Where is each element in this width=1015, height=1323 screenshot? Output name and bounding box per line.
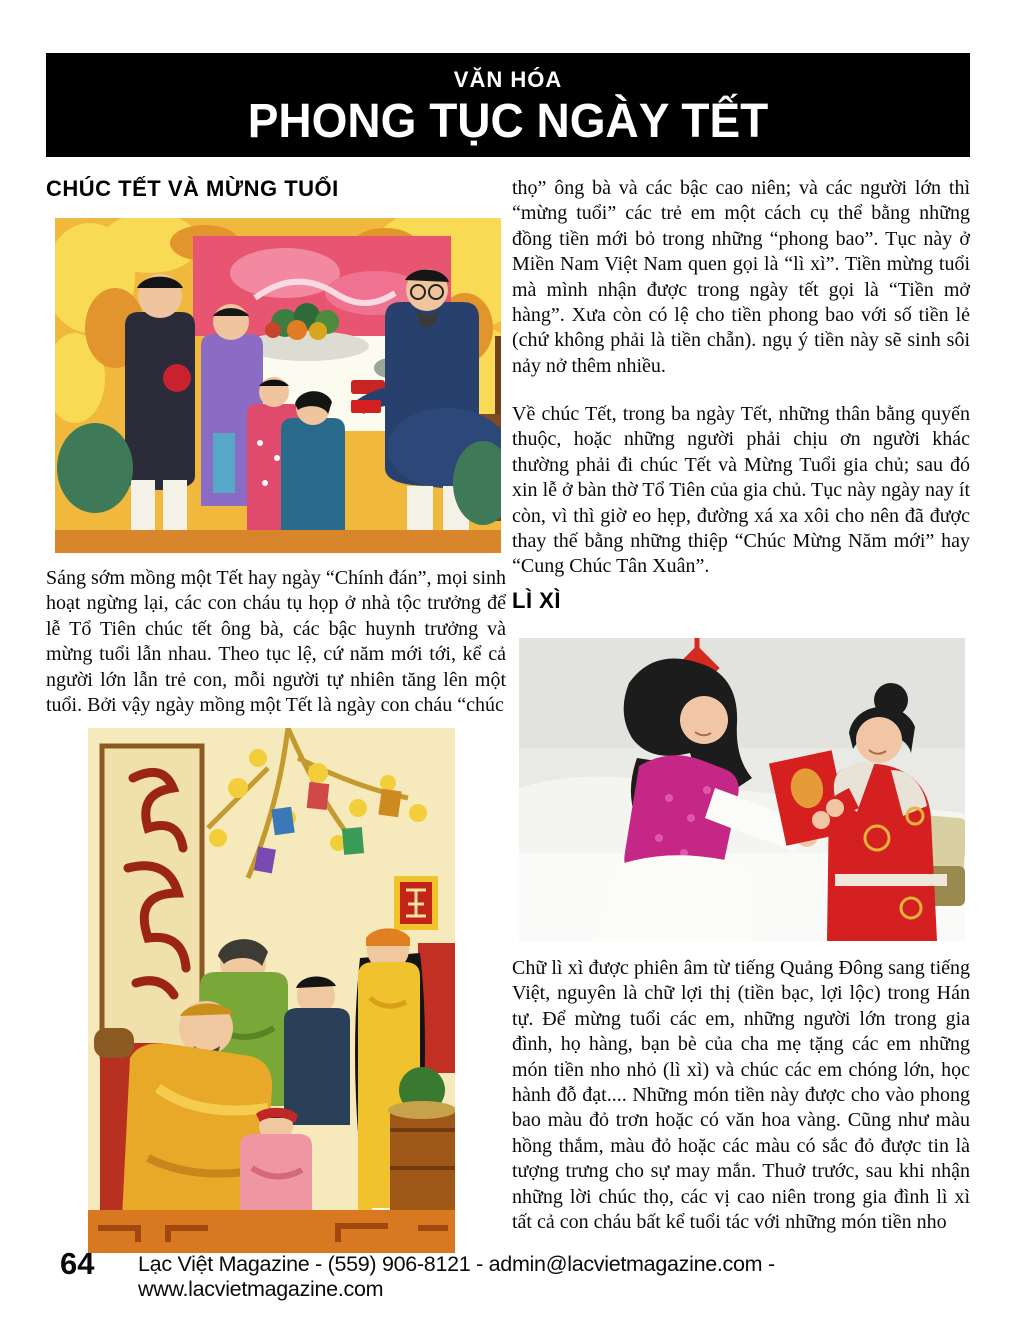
photo-li-xi-svg	[519, 638, 965, 941]
left-paragraph: Sáng sớm mồng một Tết hay ngày “Chính đán”, mọi sinh hoạt ngừng lại, các con cháu tụ họp ở nhà tộc trưởng để lễ Tổ Tiên chúc tết ông bà, các bậc huynh trưởng và mừng tuổi lẫn nhau. Theo tục lệ, cứ năm mới tới, kể cả người lớn lẫn trẻ con, mỗi người tự nhiên tăng lên một tuổi. Bởi vậy ngày mồng một Tết là ngày con cháu “chúc	[46, 567, 506, 717]
header-banner	[46, 53, 970, 157]
heading-chuc-tet: CHÚC TẾT VÀ MỪNG TUỔI	[46, 176, 339, 201]
illustration-tet-greeting-svg	[55, 218, 501, 553]
illustration-tet-greeting	[55, 218, 501, 553]
footer-contact-line: Lạc Việt Magazine - (559) 906-8121 - admin@lacvietmagazine.com - www.lacvietmagazine.com	[138, 1252, 775, 1301]
photo-li-xi	[519, 638, 965, 941]
page-number: 64	[60, 1246, 95, 1281]
section-kicker: VĂN HÓA	[453, 67, 563, 92]
heading-li-xi: LÌ XÌ	[512, 588, 561, 613]
right-paragraph-3: Chữ lì xì được phiên âm từ tiếng Quảng Đông sang tiếng Việt, nguyên là chữ lợi thị (tiền bạc, lợi lộc) trong Hán tự. Để mừng tuổi các em, những người lớn trong gia đình, họ hàng, bạn bè của cha mẹ tặng các em những món tiền nho nhỏ (lì xì) và chúc các em chóng lớn, học hành đỗ đạt.... Những món tiền này được cho vào phong bao màu đỏ trơn hoặc có văn hoa vàng. Cũng như màu hồng thắm, màu đỏ hoặc các màu có sắc đỏ được tin là tượng trưng cho sự may mắn. Thuở trước, sau khi nhận những lời chúc thọ, các vị cao niên trong gia đình lì xì tất cả con cháu bất kể tuổi tác với những món tiền nho	[512, 957, 970, 1234]
page-title: PHONG TỤC NGÀY TẾT	[247, 92, 769, 148]
illustration-mung-tuoi-svg	[88, 728, 455, 1253]
right-paragraph-2: Về chúc Tết, trong ba ngày Tết, những thân bằng quyến thuộc, hoặc những người phải chịu ơn người khác thường phải đi chúc Tết và Mừng Tuổi gia chủ; sau đó xin lễ ở bàn thờ Tổ Tiên của gia chủ. Tục này ngày nay ít còn, vì thì giờ eo hẹp, đường xá xa xôi cho nên đã được thay thế bằng những thiệp “Chúc Mừng Năm mới” hay “Cung Chúc Tân Xuân”.	[512, 403, 970, 578]
illustration-mung-tuoi	[88, 728, 455, 1253]
right-paragraph-1: thọ” ông bà và các bậc cao niên; và các người lớn thì “mừng tuổi” các trẻ em một cách cụ thể bằng những đồng tiền mới bỏ trong những “phong bao”. Tục này ở Miền Nam Việt Nam quen gọi là “lì xì”. Tiền mừng tuổi mà mình nhận được trong ngày tết gọi là “Tiền mở hàng”. Xưa còn có lệ cho tiền phong bao với số tiền lẻ (chứ không phải là tiền chẵn). ngụ ý tiền này sẽ sinh sôi nảy nở thêm nhiều.	[512, 177, 970, 377]
